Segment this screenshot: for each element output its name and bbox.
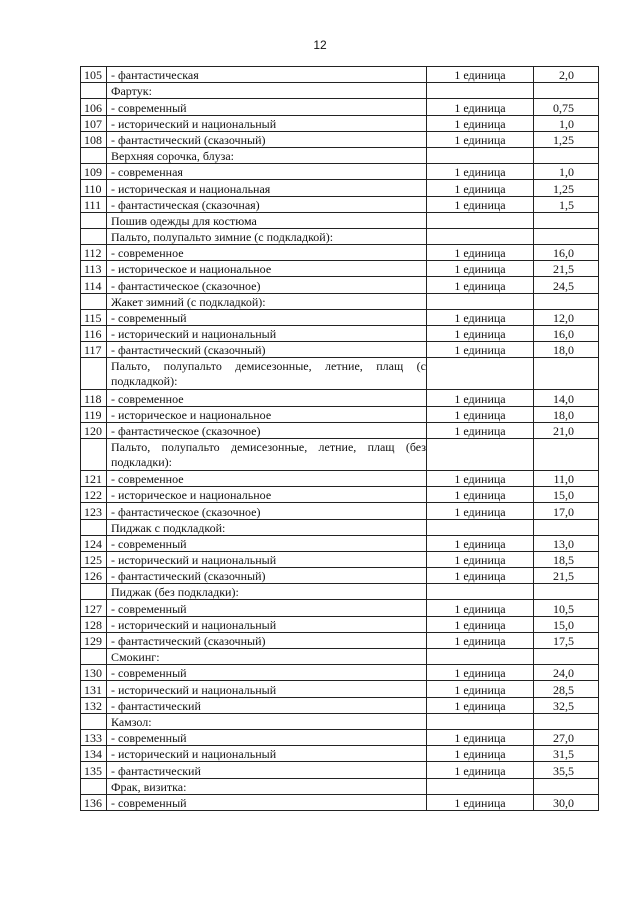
row-number: 106 <box>81 99 107 115</box>
item-name: - историческое и национальное <box>107 406 427 422</box>
norm-value <box>534 584 599 600</box>
norm-value: 14,0 <box>534 390 599 406</box>
unit-of-measure <box>427 649 534 665</box>
norm-value: 31,5 <box>534 746 599 762</box>
norm-value: 17,5 <box>534 632 599 648</box>
norm-value <box>534 83 599 99</box>
table-row <box>81 746 599 762</box>
norm-value: 10,5 <box>534 600 599 616</box>
row-number: 125 <box>81 551 107 567</box>
unit-of-measure: 1 единица <box>427 115 534 131</box>
norm-value: 17,0 <box>534 503 599 519</box>
unit-of-measure: 1 единица <box>427 729 534 745</box>
table-row <box>81 681 599 697</box>
row-number: 135 <box>81 762 107 778</box>
section-header-row <box>81 228 599 244</box>
item-name: - исторический и национальный <box>107 326 427 342</box>
item-name: - фантастический (сказочный) <box>107 131 427 147</box>
norm-value: 27,0 <box>534 729 599 745</box>
item-name: - историческое и национальное <box>107 487 427 503</box>
norm-value: 1,0 <box>534 115 599 131</box>
table-row <box>81 794 599 810</box>
row-number: 111 <box>81 196 107 212</box>
section-header-row <box>81 438 599 470</box>
unit-of-measure <box>427 778 534 794</box>
item-name: - фантастическая (сказочная) <box>107 196 427 212</box>
norm-value: 32,5 <box>534 697 599 713</box>
row-number: 105 <box>81 67 107 83</box>
norm-value <box>534 438 599 470</box>
section-header-row <box>81 83 599 99</box>
unit-of-measure: 1 единица <box>427 390 534 406</box>
item-name: - фантастический (сказочный) <box>107 568 427 584</box>
item-name: - фантастический (сказочный) <box>107 632 427 648</box>
item-name: Пальто, полупальто демисезонные, летние, плащ (с подкладкой): <box>107 358 427 390</box>
norm-value: 0,75 <box>534 99 599 115</box>
item-name: - фантастическое (сказочное) <box>107 422 427 438</box>
unit-of-measure: 1 единица <box>427 67 534 83</box>
row-number <box>81 147 107 163</box>
row-number <box>81 358 107 390</box>
item-name: Пиджак с подкладкой: <box>107 519 427 535</box>
item-name: Пошив одежды для костюма <box>107 212 427 228</box>
norm-value <box>534 212 599 228</box>
row-number: 128 <box>81 616 107 632</box>
table-row <box>81 342 599 358</box>
item-name: - современный <box>107 535 427 551</box>
norm-value: 28,5 <box>534 681 599 697</box>
item-name: - исторический и национальный <box>107 616 427 632</box>
norm-value: 13,0 <box>534 535 599 551</box>
norm-value <box>534 519 599 535</box>
row-number <box>81 293 107 309</box>
table-row <box>81 390 599 406</box>
table-row <box>81 487 599 503</box>
item-name: Жакет зимний (с подкладкой): <box>107 293 427 309</box>
table-row <box>81 535 599 551</box>
unit-of-measure <box>427 228 534 244</box>
table-row <box>81 665 599 681</box>
row-number <box>81 649 107 665</box>
table-row <box>81 99 599 115</box>
unit-of-measure <box>427 293 534 309</box>
row-number: 114 <box>81 277 107 293</box>
norm-value: 35,5 <box>534 762 599 778</box>
table-row <box>81 180 599 196</box>
row-number: 132 <box>81 697 107 713</box>
table-row <box>81 131 599 147</box>
row-number: 109 <box>81 164 107 180</box>
item-name: - современное <box>107 245 427 261</box>
unit-of-measure: 1 единица <box>427 616 534 632</box>
norm-value: 16,0 <box>534 245 599 261</box>
row-number: 107 <box>81 115 107 131</box>
item-name: - фантастический (сказочный) <box>107 342 427 358</box>
norm-value <box>534 713 599 729</box>
unit-of-measure: 1 единица <box>427 551 534 567</box>
row-number: 113 <box>81 261 107 277</box>
section-header-row <box>81 649 599 665</box>
section-header-row <box>81 584 599 600</box>
item-name: Пальто, полупальто демисезонные, летние, плащ (без подкладки): <box>107 438 427 470</box>
unit-of-measure <box>427 713 534 729</box>
row-number <box>81 713 107 729</box>
price-table <box>80 66 599 811</box>
item-name: - фантастическое (сказочное) <box>107 503 427 519</box>
item-name: - фантастическое (сказочное) <box>107 277 427 293</box>
norm-value: 18,5 <box>534 551 599 567</box>
item-name: - фантастическая <box>107 67 427 83</box>
table-row <box>81 551 599 567</box>
section-header-row <box>81 293 599 309</box>
item-name: Смокинг: <box>107 649 427 665</box>
norm-value <box>534 358 599 390</box>
unit-of-measure <box>427 212 534 228</box>
table-row <box>81 697 599 713</box>
norm-value: 2,0 <box>534 67 599 83</box>
row-number <box>81 212 107 228</box>
item-name: - исторический и национальный <box>107 746 427 762</box>
table-row <box>81 632 599 648</box>
item-name: - исторический и национальный <box>107 115 427 131</box>
norm-value: 24,5 <box>534 277 599 293</box>
row-number: 121 <box>81 470 107 486</box>
row-number: 119 <box>81 406 107 422</box>
item-name: - современный <box>107 309 427 325</box>
item-name: - историческая и национальная <box>107 180 427 196</box>
item-name: - историческое и национальное <box>107 261 427 277</box>
unit-of-measure: 1 единица <box>427 535 534 551</box>
norm-value: 21,5 <box>534 568 599 584</box>
unit-of-measure: 1 единица <box>427 422 534 438</box>
section-header-row <box>81 358 599 390</box>
unit-of-measure: 1 единица <box>427 131 534 147</box>
unit-of-measure: 1 единица <box>427 568 534 584</box>
norm-value: 1,25 <box>534 180 599 196</box>
table-row <box>81 67 599 83</box>
table-row <box>81 616 599 632</box>
norm-value <box>534 778 599 794</box>
table-row <box>81 196 599 212</box>
row-number: 129 <box>81 632 107 648</box>
table-row <box>81 326 599 342</box>
unit-of-measure: 1 единица <box>427 277 534 293</box>
unit-of-measure: 1 единица <box>427 245 534 261</box>
item-name: - современный <box>107 665 427 681</box>
unit-of-measure: 1 единица <box>427 309 534 325</box>
item-name: - фантастический <box>107 762 427 778</box>
table-row <box>81 245 599 261</box>
unit-of-measure: 1 единица <box>427 487 534 503</box>
unit-of-measure: 1 единица <box>427 600 534 616</box>
row-number <box>81 438 107 470</box>
item-name: - исторический и национальный <box>107 681 427 697</box>
norm-value <box>534 228 599 244</box>
unit-of-measure: 1 единица <box>427 746 534 762</box>
unit-of-measure: 1 единица <box>427 697 534 713</box>
section-header-row <box>81 778 599 794</box>
item-name: - современный <box>107 794 427 810</box>
row-number: 124 <box>81 535 107 551</box>
norm-value: 15,0 <box>534 616 599 632</box>
unit-of-measure: 1 единица <box>427 665 534 681</box>
row-number <box>81 519 107 535</box>
item-name: - современный <box>107 600 427 616</box>
norm-value: 24,0 <box>534 665 599 681</box>
table-row <box>81 503 599 519</box>
norm-value: 18,0 <box>534 406 599 422</box>
row-number: 116 <box>81 326 107 342</box>
item-name: Фрак, визитка: <box>107 778 427 794</box>
unit-of-measure <box>427 519 534 535</box>
table-row <box>81 261 599 277</box>
row-number: 136 <box>81 794 107 810</box>
row-number: 126 <box>81 568 107 584</box>
table-row <box>81 729 599 745</box>
norm-value: 1,5 <box>534 196 599 212</box>
table-row <box>81 115 599 131</box>
item-name: - современное <box>107 390 427 406</box>
row-number: 131 <box>81 681 107 697</box>
item-name: - современный <box>107 99 427 115</box>
row-number <box>81 83 107 99</box>
row-number: 122 <box>81 487 107 503</box>
norm-value: 16,0 <box>534 326 599 342</box>
norm-value: 1,25 <box>534 131 599 147</box>
table-row <box>81 309 599 325</box>
norm-value <box>534 147 599 163</box>
item-name: Фартук: <box>107 83 427 99</box>
unit-of-measure: 1 единица <box>427 180 534 196</box>
item-name: - современная <box>107 164 427 180</box>
row-number: 133 <box>81 729 107 745</box>
item-name: - современный <box>107 729 427 745</box>
table-row <box>81 277 599 293</box>
row-number: 115 <box>81 309 107 325</box>
table-row <box>81 406 599 422</box>
item-name: Пиджак (без подкладки): <box>107 584 427 600</box>
unit-of-measure <box>427 438 534 470</box>
unit-of-measure: 1 единица <box>427 342 534 358</box>
table-row <box>81 568 599 584</box>
row-number: 108 <box>81 131 107 147</box>
section-header-row <box>81 713 599 729</box>
unit-of-measure <box>427 83 534 99</box>
item-name: Камзол: <box>107 713 427 729</box>
item-name: - фантастический <box>107 697 427 713</box>
row-number <box>81 228 107 244</box>
table-row <box>81 422 599 438</box>
row-number: 120 <box>81 422 107 438</box>
unit-of-measure: 1 единица <box>427 196 534 212</box>
unit-of-measure <box>427 358 534 390</box>
section-header-row <box>81 147 599 163</box>
unit-of-measure: 1 единица <box>427 470 534 486</box>
norm-value: 18,0 <box>534 342 599 358</box>
row-number: 130 <box>81 665 107 681</box>
norm-value <box>534 649 599 665</box>
row-number: 110 <box>81 180 107 196</box>
norm-value: 11,0 <box>534 470 599 486</box>
table-row <box>81 600 599 616</box>
row-number <box>81 584 107 600</box>
unit-of-measure: 1 единица <box>427 326 534 342</box>
unit-of-measure: 1 единица <box>427 503 534 519</box>
unit-of-measure: 1 единица <box>427 762 534 778</box>
unit-of-measure: 1 единица <box>427 794 534 810</box>
row-number: 123 <box>81 503 107 519</box>
price-table-body <box>81 67 599 811</box>
norm-value: 12,0 <box>534 309 599 325</box>
section-header-row <box>81 212 599 228</box>
unit-of-measure: 1 единица <box>427 632 534 648</box>
row-number: 134 <box>81 746 107 762</box>
row-number: 117 <box>81 342 107 358</box>
norm-value: 15,0 <box>534 487 599 503</box>
unit-of-measure: 1 единица <box>427 681 534 697</box>
norm-value: 30,0 <box>534 794 599 810</box>
unit-of-measure <box>427 147 534 163</box>
unit-of-measure <box>427 584 534 600</box>
item-name: Верхняя сорочка, блуза: <box>107 147 427 163</box>
unit-of-measure: 1 единица <box>427 99 534 115</box>
table-row <box>81 470 599 486</box>
table-row <box>81 762 599 778</box>
unit-of-measure: 1 единица <box>427 164 534 180</box>
norm-value: 21,5 <box>534 261 599 277</box>
section-header-row <box>81 519 599 535</box>
norm-value: 1,0 <box>534 164 599 180</box>
row-number: 112 <box>81 245 107 261</box>
item-name: Пальто, полупальто зимние (с подкладкой): <box>107 228 427 244</box>
item-name: - современное <box>107 470 427 486</box>
unit-of-measure: 1 единица <box>427 261 534 277</box>
unit-of-measure: 1 единица <box>427 406 534 422</box>
norm-value: 21,0 <box>534 422 599 438</box>
norm-value <box>534 293 599 309</box>
page-number: 12 <box>313 38 327 52</box>
table-row <box>81 164 599 180</box>
row-number <box>81 778 107 794</box>
item-name: - исторический и национальный <box>107 551 427 567</box>
row-number: 118 <box>81 390 107 406</box>
row-number: 127 <box>81 600 107 616</box>
